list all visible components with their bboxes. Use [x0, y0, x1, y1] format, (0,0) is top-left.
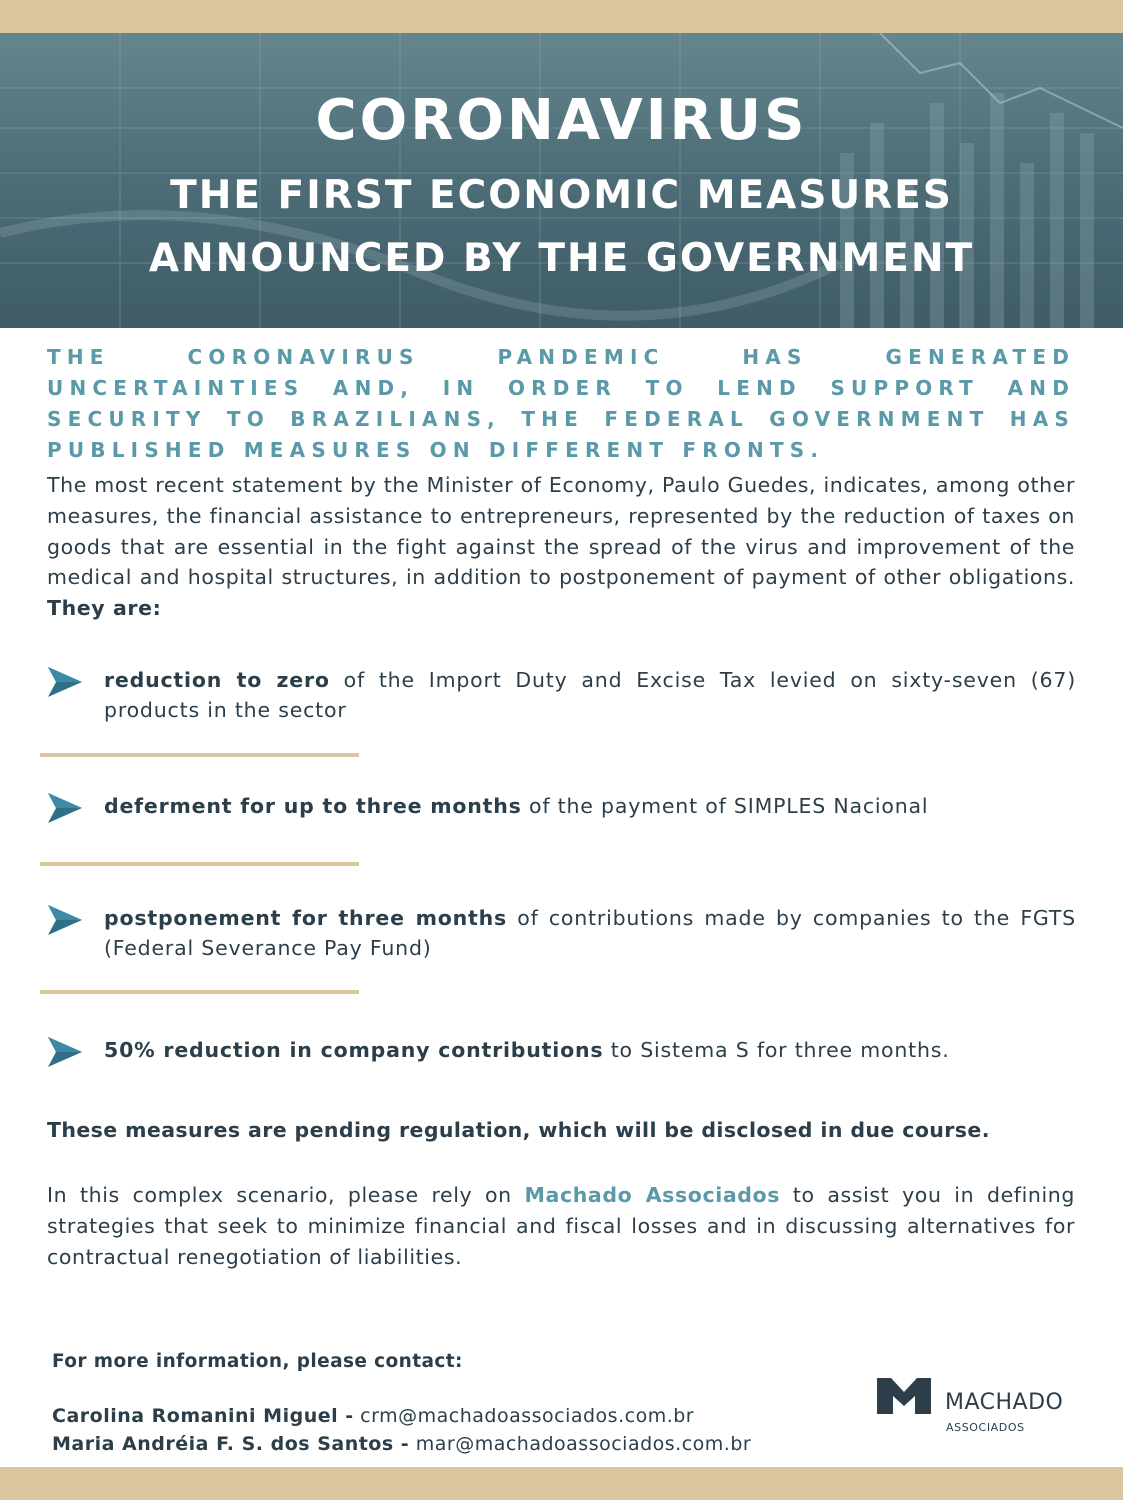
closing-text-after: to assist you in defining strategies that seek to minimize financial and fiscal losses and in discussing alternatives for contractual renegotiation of liabilities. [47, 1183, 1076, 1269]
measure-text [104, 665, 1076, 725]
intro-text: The most recent statement by the Minister of Economy, Paulo Guedes, indicates, among other measures, the financial assistance to entrepreneurs, represented by the reduction of taxes on goods that are essential in the fight against the spread of the virus and improvement of the medical and hospital structures, in addition to postponement of payment of other obligations. [47, 473, 1075, 590]
contact-email[interactable]: mar@machadoassociados.com.br [409, 1433, 752, 1455]
firm-logo [877, 1376, 1067, 1438]
logo-name: MACHADO [945, 1390, 1064, 1415]
measure-rest: of the payment of SIMPLES Nacional [521, 794, 929, 818]
logo-subtitle: ASSOCIADOS [946, 1421, 1025, 1434]
header-banner [0, 33, 1123, 328]
measure-text [104, 1035, 1076, 1065]
closing-text-before: In this complex scenario, please rely on [47, 1183, 525, 1207]
banner-title: CORONAVIRUS [315, 88, 808, 153]
contact-name: Carolina Romanini Miguel - [52, 1405, 354, 1427]
banner-subtitle-line1: THE FIRST ECONOMIC MEASURES [170, 173, 953, 218]
measure-rest: of contributions made by companies to the FGTS (Federal Severance Pay Fund) [104, 906, 1076, 960]
pending-notice: These measures are pending regulation, which will be disclosed in due course. [47, 1118, 990, 1142]
measure-text [104, 903, 1076, 963]
contact-name: Maria Andréia F. S. dos Santos - [52, 1433, 410, 1455]
chevron-right-icon [46, 665, 84, 699]
measure-text [104, 791, 1076, 821]
measure-bold: reduction to zero [104, 668, 330, 692]
machado-logo-mark-icon [877, 1378, 931, 1414]
contact-email[interactable]: crm@machadoassociados.com.br [353, 1405, 695, 1427]
contact-heading: For more information, please contact: [52, 1351, 463, 1372]
intro-paragraph [47, 470, 1075, 624]
measure-bold: postponement for three months [104, 906, 508, 930]
measure-rest: to Sistema S for three months. [603, 1038, 950, 1062]
chevron-right-icon [46, 791, 84, 825]
firm-name: Machado Associados [524, 1183, 781, 1207]
section-divider [40, 990, 359, 994]
top-accent-bar [0, 0, 1123, 33]
measure-rest: of the Import Duty and Excise Tax levied on sixty-seven (67) products in the sector [104, 668, 1076, 722]
chevron-right-icon [46, 903, 84, 937]
banner-subtitle-line2: ANNOUNCED BY THE GOVERNMENT [148, 236, 975, 281]
intro-bold-tail: They are: [47, 596, 162, 621]
chevron-right-icon [46, 1035, 84, 1069]
contact-person [52, 1405, 694, 1427]
measure-bold: 50% reduction in company contributions [104, 1038, 604, 1062]
section-divider [40, 862, 359, 866]
section-divider [40, 753, 359, 757]
bottom-accent-bar [0, 1467, 1123, 1500]
contact-person [52, 1433, 751, 1455]
measure-bold: deferment for up to three months [104, 794, 522, 818]
lead-paragraph: THE CORONAVIRUS PANDEMIC HAS GENERATED UNCERTAINTIES AND, IN ORDER TO LEND SUPPORT AND SECURITY TO BRAZILIANS, THE FEDERAL GOVERNMENT HAS PUBLISHED MEASURES ON DIFFERENT FRONTS. [47, 345, 1075, 462]
closing-paragraph [47, 1180, 1075, 1272]
